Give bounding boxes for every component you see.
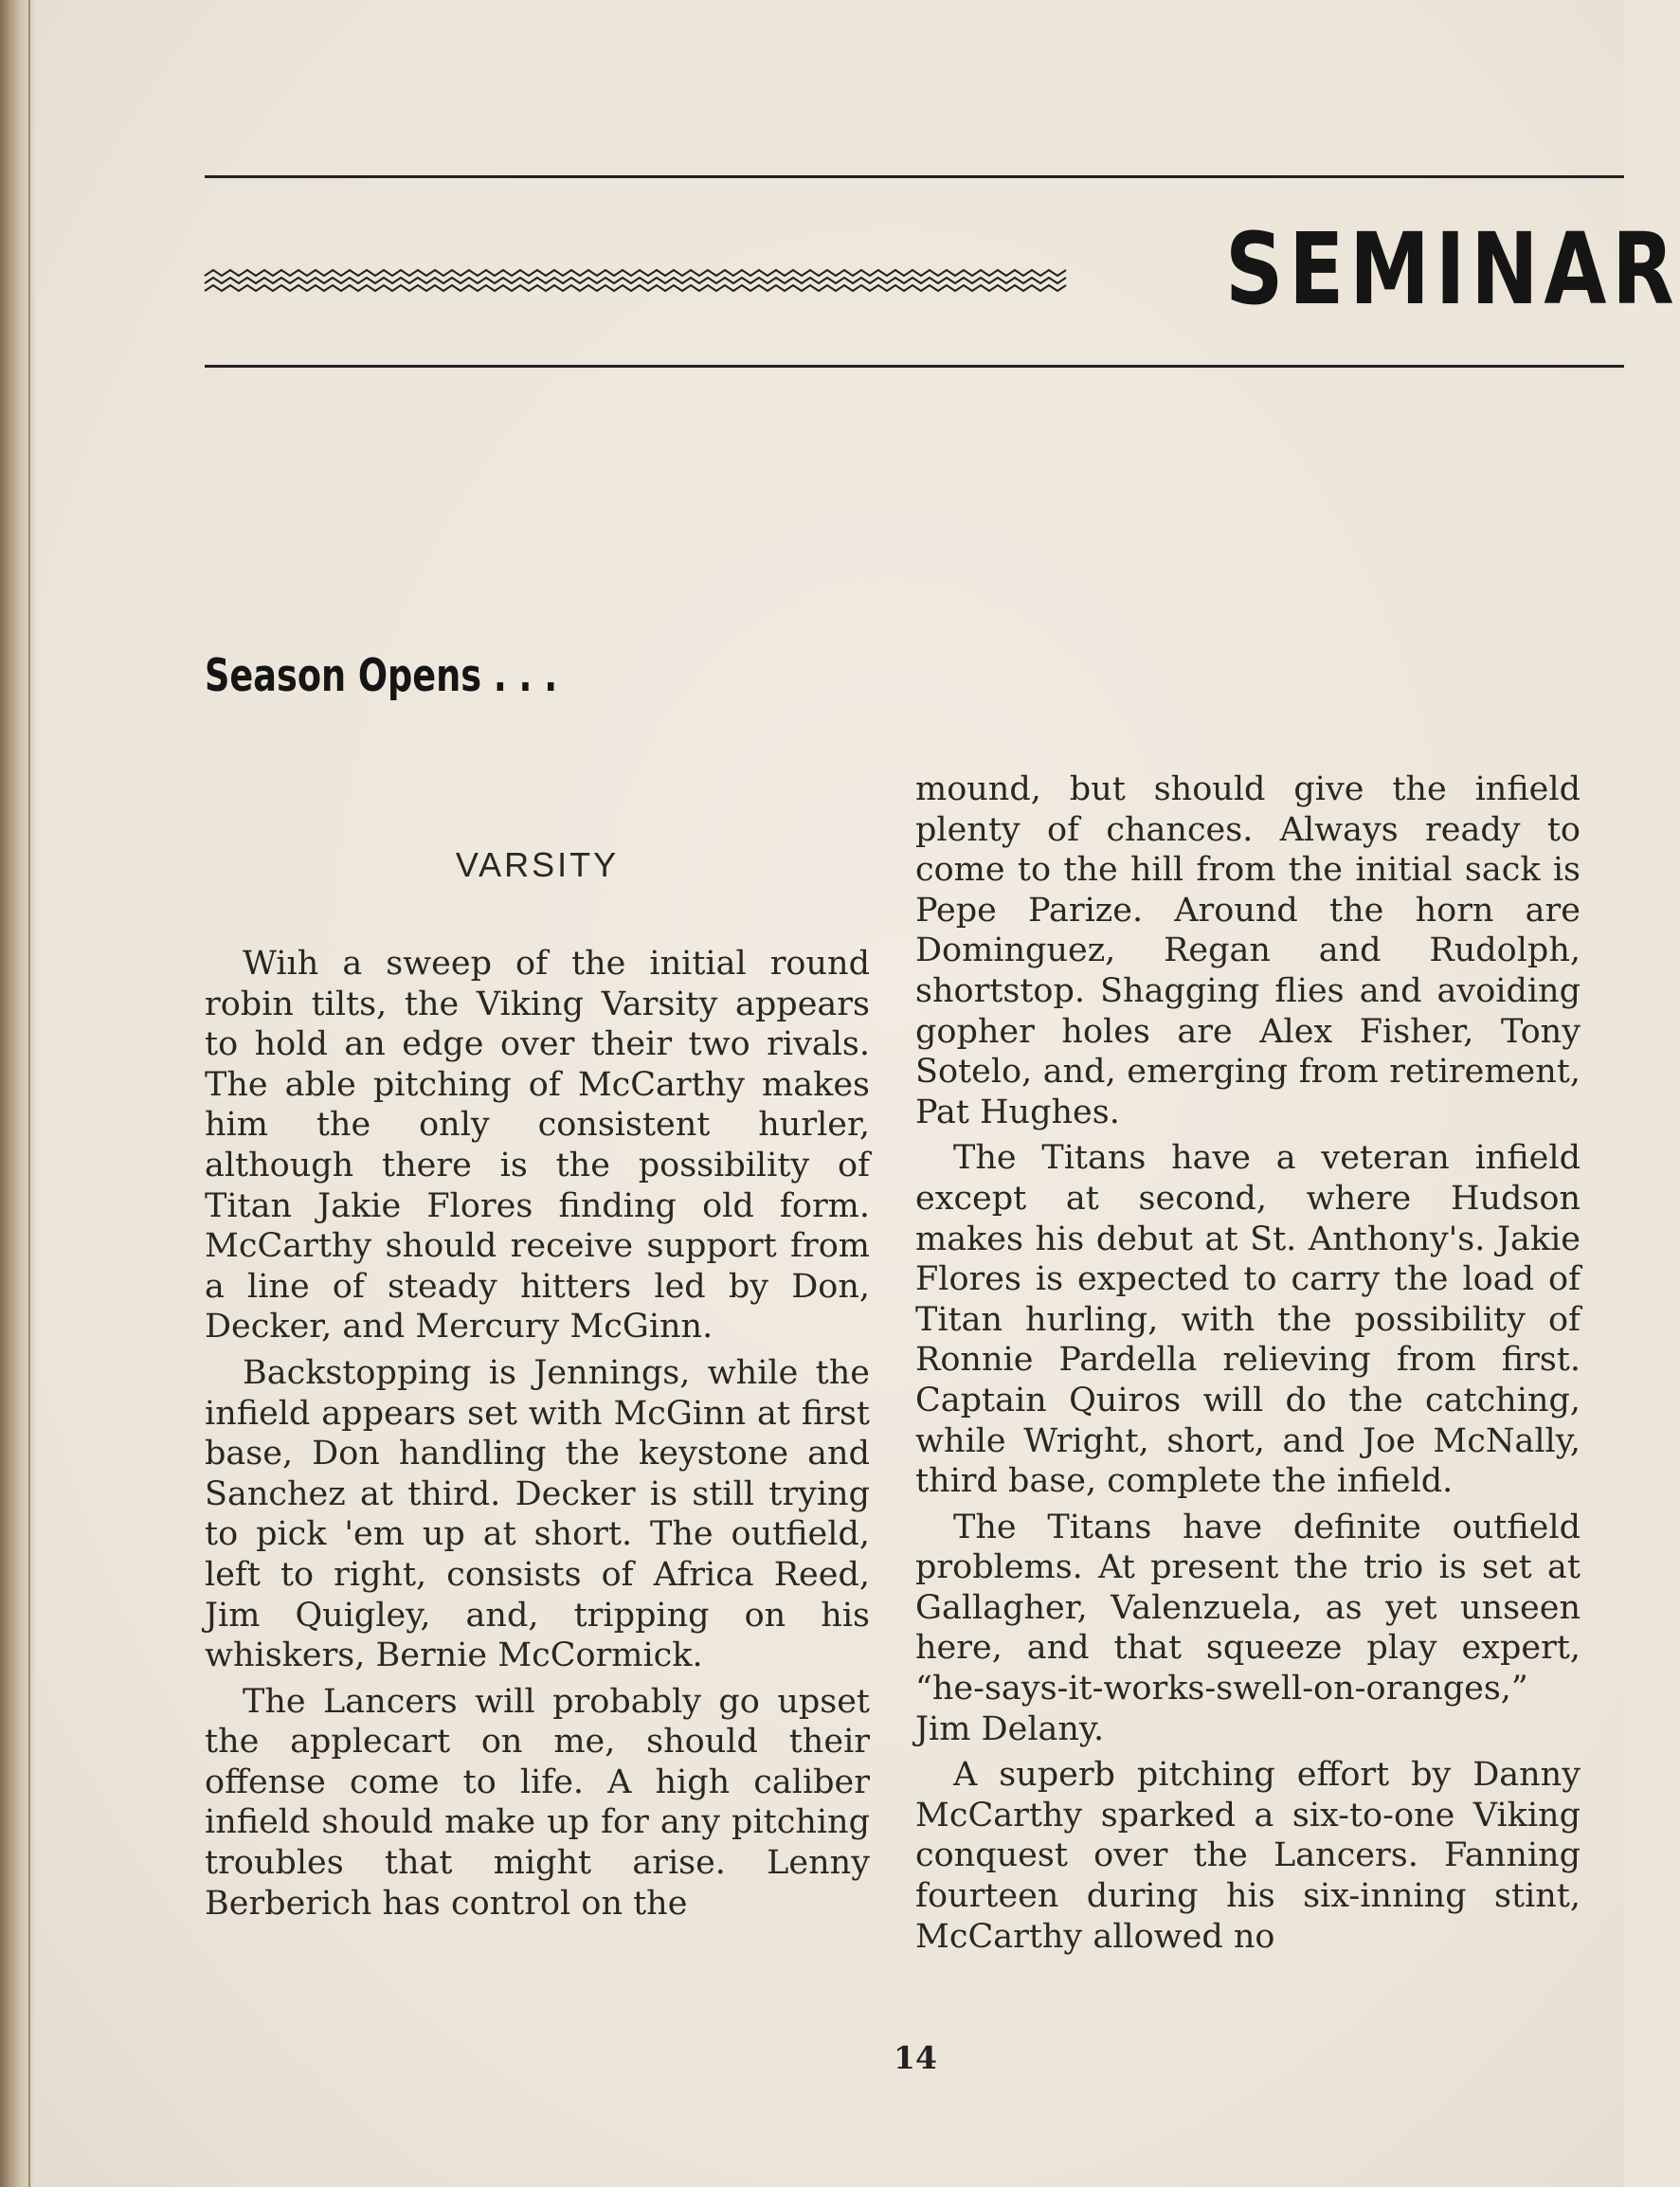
binding-shadow-line (28, 0, 30, 2187)
article-paragraph: Backstopping is Jennings, while the infield appears set with McGinn at first base, Don handling the keystone and Sanchez at third. Decker is still trying to pick 'em up at short. The outfield, left to right, consists of Africa Reed, Jim Quigley, and, tripping on his whiskers, Bernie McCormick. (205, 1353, 870, 1675)
decorative-zigzag-border (205, 269, 1067, 294)
book-binding-edge (0, 0, 36, 2187)
article-paragraph: Wiıh a sweep of the initial round robin tilts, the Viking Varsity appears to hold an edge over their two rivals. The able pitching of McCarthy makes him the only consistent hurler, although there is the possibility of Titan Jakie Flores finding old form. McCarthy should receive support from a line of steady hitters led by Don, Decker, and Mercury McGinn. (205, 945, 870, 1347)
header-bottom-rule (205, 365, 1624, 368)
article-paragraph: A superb pitching effort by Danny McCarthy sparked a six-to-one Viking conquest over the Lancers. Fanning fourteen during his six-inning stint, McCarthy allowed no (915, 1756, 1581, 1956)
article-paragraph: The Titans have a veteran infield except at second, where Hudson makes his debut at St. Anthony's. Jakie Flores is expected to carry the load of Titan hurling, with the possibility of Ronnie Pardella relieving from first. Captain Quiros will do the catching, while Wright, short, and Joe McNally, third base, complete the infield. (915, 1139, 1581, 1501)
article-paragraph-continued: mound, but should give the infield plenty of chances. Always ready to come to the hill from the initial sack is Pepe Parize. Around the horn are Dominguez, Regan and Rudolph, shortstop. Shagging flies and avoiding gopher holes are Alex Fisher, Tony Sotelo, and, emerging from retirement, Pat Hughes. (915, 770, 1581, 1131)
left-text-column (205, 769, 870, 1929)
article-subheading: VARSITY (455, 845, 620, 884)
article-paragraph: The Lancers will probably go upset the applecart on me, should their offense come to life. A high caliber infield should make up for any pitching troubles that might arise. Lenny Berberich has control on the (205, 1682, 870, 1923)
article-section-title: Season Opens . . . (205, 650, 558, 702)
page-number: 14 (894, 2039, 937, 2076)
right-text-column (915, 769, 1581, 1962)
section-header-title: SEMINAR (1225, 211, 1680, 327)
article-paragraph: The Titans have definite outfield problems. At present the trio is set at Gallagher, Valenzuela, as yet unseen here, and that squeeze play expert, “he-says-it-works-swell-on-oranges,” Jim Delany. (915, 1508, 1581, 1748)
header-top-rule (205, 175, 1624, 178)
